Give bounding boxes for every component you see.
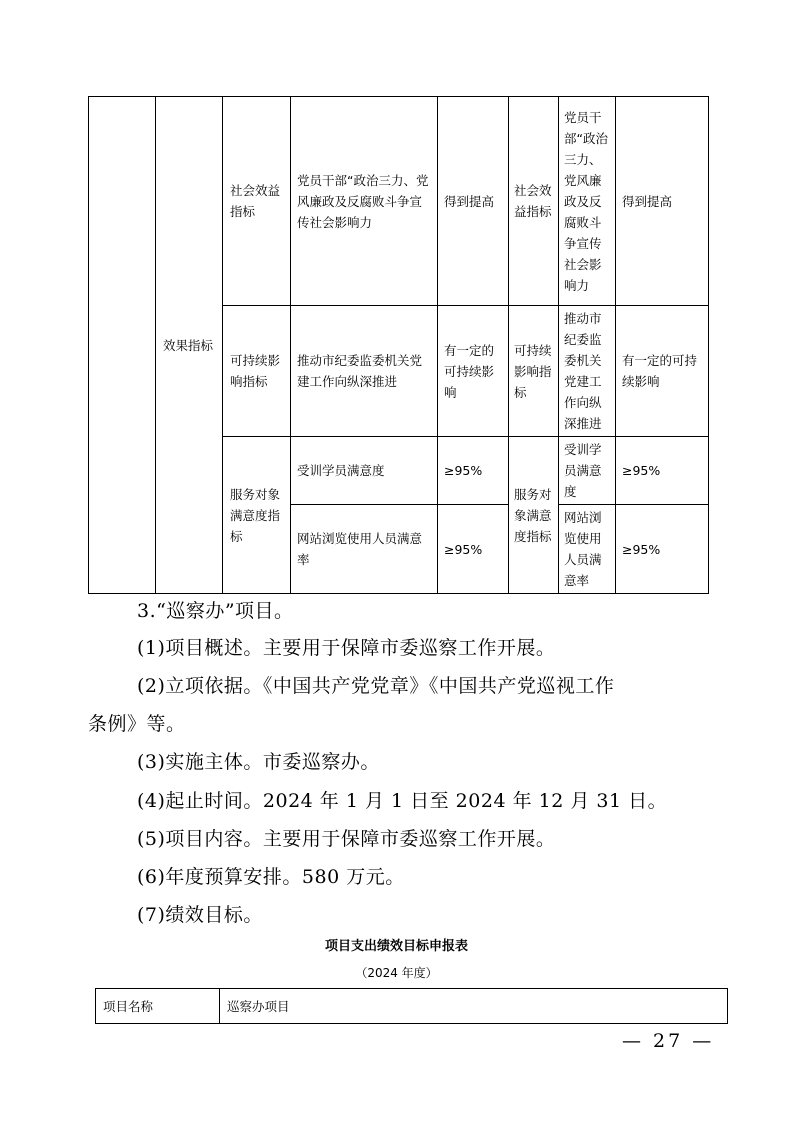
level2-indicator-cell-b: 社会效益指标 bbox=[509, 97, 559, 306]
indicator-value-cell: ≥95% bbox=[438, 437, 509, 505]
indicator-cell: 受训学员满意度 bbox=[291, 437, 438, 505]
indicator-cell: 推动市纪委监委机关党建工作向纵深推进 bbox=[291, 306, 438, 437]
page-number: — 27 — bbox=[622, 1030, 715, 1052]
paragraph: (7)绩效目标。 bbox=[137, 904, 263, 926]
level2-indicator-cell: 可持续影响指标 bbox=[223, 306, 291, 437]
indicator-cell: 党员干部“政治三力、党风廉政及反腐败斗争宣传社会影响力 bbox=[291, 97, 438, 306]
paragraph: (2)立项依据。《中国共产党党章》《中国共产党巡视工作 bbox=[137, 675, 615, 697]
indicator-cell-b: 推动市纪委监委机关党建工作向纵深推进 bbox=[559, 306, 616, 437]
performance-indicator-table bbox=[88, 96, 709, 594]
section-heading: 3.“巡察办”项目。 bbox=[137, 600, 294, 622]
form-year: （2024 年度） bbox=[355, 966, 438, 980]
indicator-value-cell-b: 得到提高 bbox=[616, 97, 709, 306]
indicator-value-cell-b: ≥95% bbox=[616, 437, 709, 505]
level2-indicator-cell-b: 可持续影响指标 bbox=[509, 306, 559, 437]
indicator-value-cell: 有一定的可持续影响 bbox=[438, 306, 509, 437]
paragraph: (4)起止时间。2024 年 1 月 1 日至 2024 年 12 月 31 日。 bbox=[137, 790, 668, 812]
indicator-cell: 网站浏览使用人员满意率 bbox=[291, 505, 438, 594]
level1-indicator-cell: 效果指标 bbox=[156, 97, 223, 594]
paragraph: (5)项目内容。主要用于保障市委巡察工作开展。 bbox=[137, 828, 556, 850]
project-name-value: 巡察办项目 bbox=[220, 989, 728, 1024]
table-cell-empty bbox=[89, 97, 156, 594]
indicator-value-cell-b: ≥95% bbox=[616, 505, 709, 594]
indicator-value-cell: 得到提高 bbox=[438, 97, 509, 306]
form-title: 项目支出绩效目标申报表 bbox=[324, 939, 468, 954]
paragraph: (1)项目概述。主要用于保障市委巡察工作开展。 bbox=[137, 637, 556, 659]
level2-indicator-cell: 服务对象满意度指标 bbox=[223, 437, 291, 594]
indicator-cell-b: 党员干部“政治三力、党风廉政及反腐败斗争宣传社会影响力 bbox=[559, 97, 616, 306]
indicator-value-cell: ≥95% bbox=[438, 505, 509, 594]
indicator-cell-b: 受训学员满意度 bbox=[559, 437, 616, 505]
paragraph: 条例》等。 bbox=[88, 713, 186, 735]
project-form-table bbox=[95, 988, 728, 1024]
project-name-label: 项目名称 bbox=[96, 989, 220, 1024]
level2-indicator-cell: 社会效益指标 bbox=[223, 97, 291, 306]
indicator-cell-b: 网站浏览使用人员满意率 bbox=[559, 505, 616, 594]
paragraph: (6)年度预算安排。580 万元。 bbox=[137, 866, 405, 888]
paragraph: (3)实施主体。市委巡察办。 bbox=[137, 751, 380, 773]
level2-indicator-cell-b: 服务对象满意度指标 bbox=[509, 437, 559, 594]
indicator-value-cell-b: 有一定的可持续影响 bbox=[616, 306, 709, 437]
